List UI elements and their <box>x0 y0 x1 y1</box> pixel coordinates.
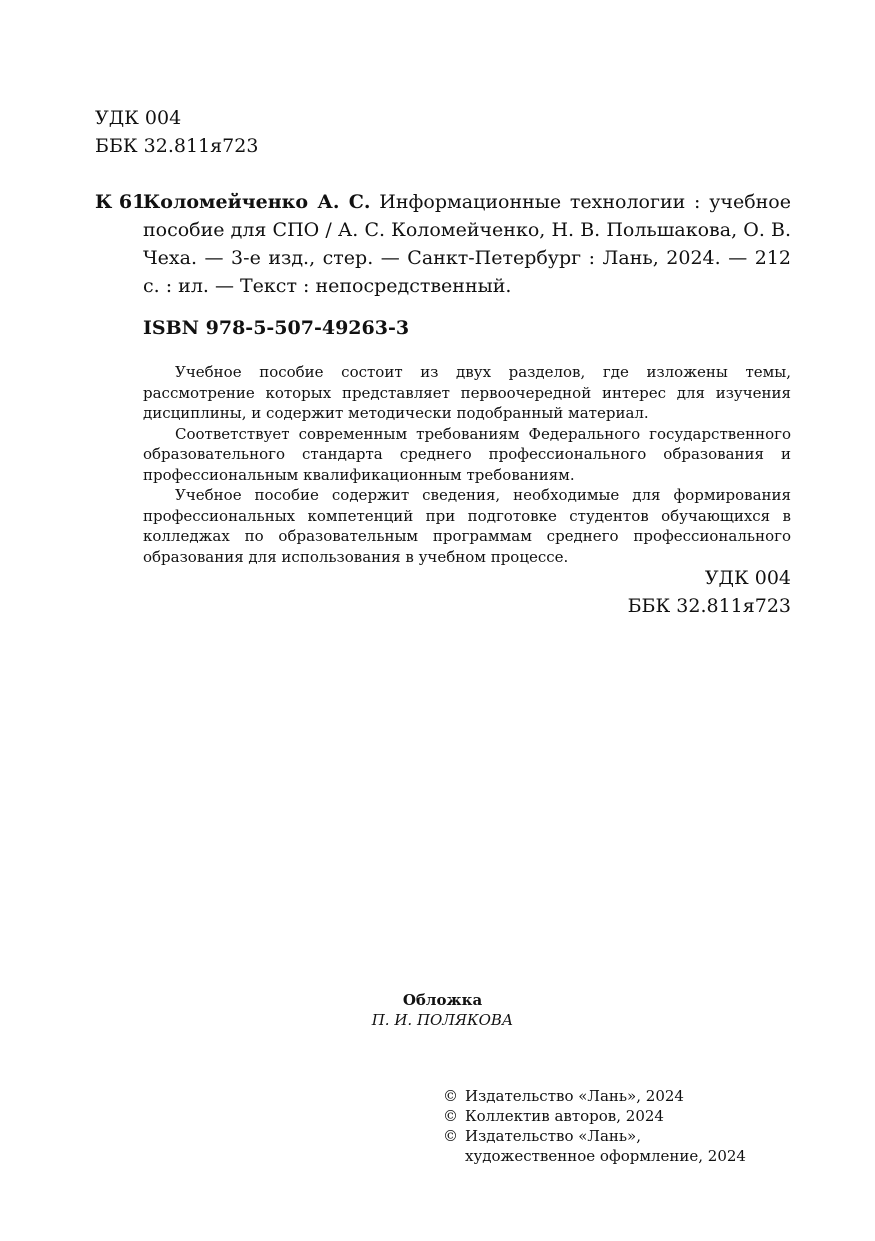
author-name: Коломейченко А. С. <box>143 191 371 213</box>
annotation <box>143 362 791 567</box>
copyright-text: Коллектив авторов, 2024 <box>465 1107 664 1125</box>
copyright-line <box>443 1126 746 1146</box>
bibliographic-record <box>143 188 791 300</box>
cover-label: Обложка <box>402 991 483 1009</box>
copyright-line <box>443 1106 746 1126</box>
copyright-continuation: художественное оформление, 2024 <box>465 1147 746 1165</box>
copyright-block <box>443 1086 746 1166</box>
cover-designer: П. И. ПОЛЯКОВА <box>371 1011 514 1029</box>
annotation-paragraph: Соответствует современным требованиям Федерального государственного образовательного стандарта среднего профессионального образования и профессиональным квалификационным требованиям. <box>143 424 791 484</box>
annotation-paragraph: Учебное пособие состоит из двух разделов, где изложены темы, рассмотрение которых представляет первоочередной интерес для изучения дисциплины, и содержит методически подобранный материал. <box>143 363 791 422</box>
bibliographic-description: Информационные технологии : учебное пособие для СПО / А. С. Коломейченко, Н. В. Польшакова, О. В. Чеха. — 3-е изд., стер. — Санкт-Петербург : Лань, 2024. — 212 с. : ил. — Текст : непосредственный. <box>143 191 791 297</box>
udk-code: УДК 004 <box>95 107 182 129</box>
cutter-code: К 61 <box>95 191 146 213</box>
copyright-symbol: © <box>443 1087 458 1105</box>
annotation-paragraph: Учебное пособие содержит сведения, необходимые для формирования профессиональных компетенций при подготовке студентов обучающихся в колледжах по образовательным программам среднего профессионального образования для использования в учебном процессе. <box>143 486 791 566</box>
cover-credit <box>0 990 875 1030</box>
bbk-code: ББК 32.811я723 <box>95 135 259 157</box>
copyright-symbol: © <box>443 1127 458 1145</box>
copyright-text: Издательство «Лань», 2024 <box>465 1087 684 1105</box>
bbk-code: ББК 32.811я723 <box>627 595 791 617</box>
udk-code: УДК 004 <box>704 567 791 589</box>
classification-top <box>95 104 258 160</box>
copyright-line <box>443 1086 746 1106</box>
classification-bottom <box>628 564 791 620</box>
copyright-symbol: © <box>443 1107 458 1125</box>
copyright-text: Издательство «Лань», <box>465 1127 642 1145</box>
isbn: ISBN 978-5-507-49263-3 <box>143 317 410 339</box>
